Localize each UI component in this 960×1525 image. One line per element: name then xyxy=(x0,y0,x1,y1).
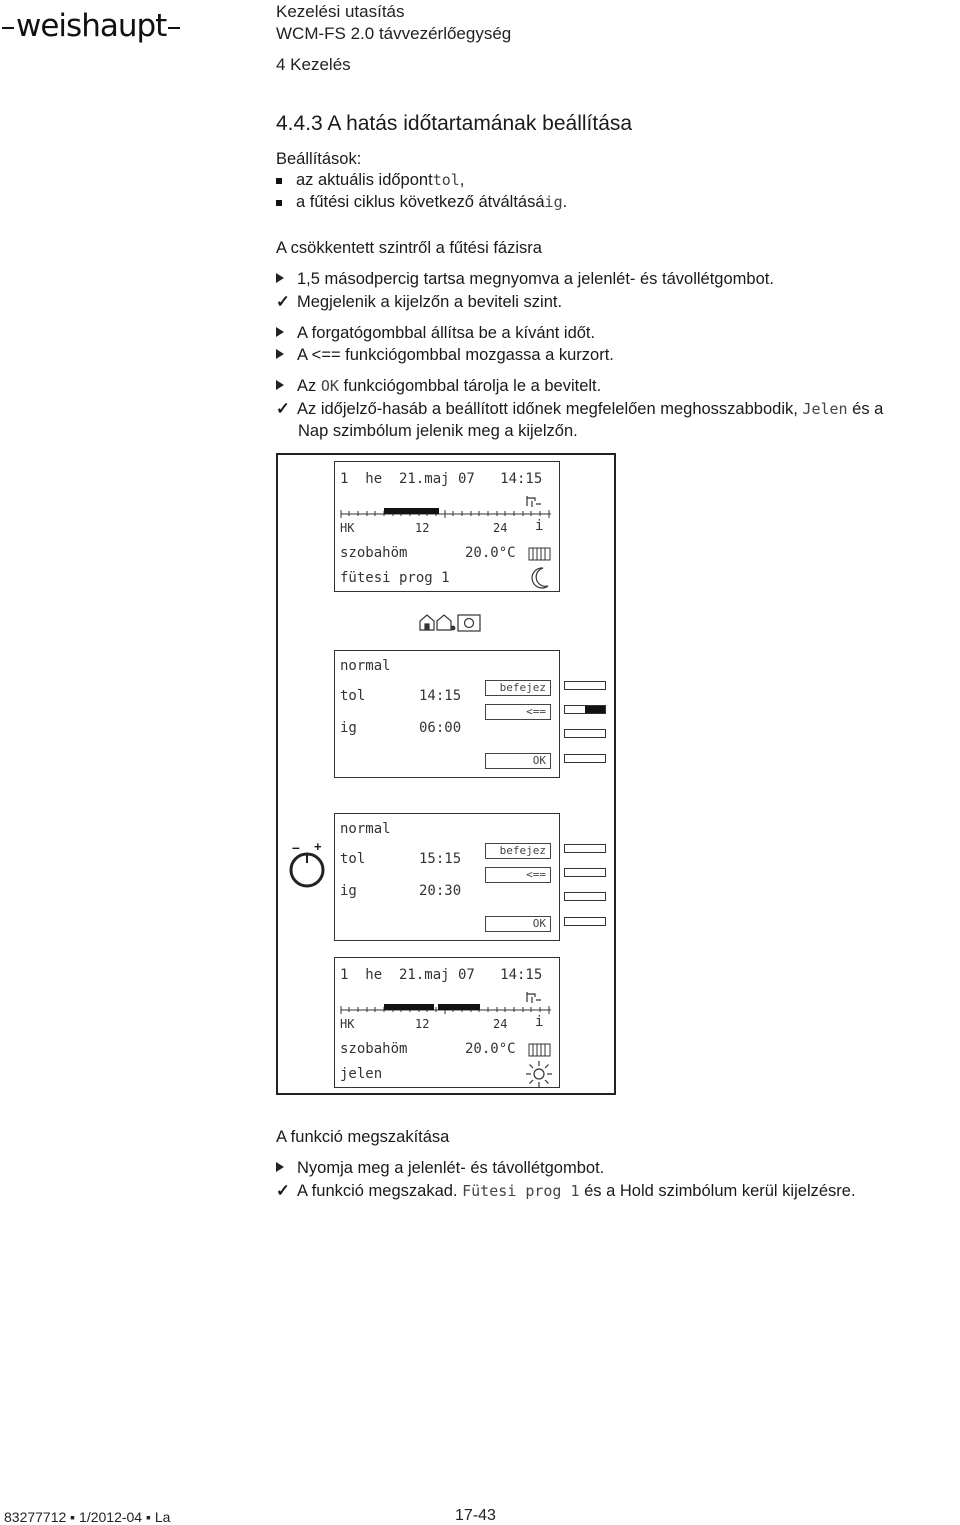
abort-title: A funkció megszakítása xyxy=(276,1128,450,1146)
settings-label: Beállítások: xyxy=(276,150,362,168)
program-label: fütesi prog 1 xyxy=(340,570,450,586)
function-key-4[interactable] xyxy=(564,917,606,926)
page-number: 17-43 xyxy=(455,1507,496,1524)
status-label: jelen xyxy=(340,1066,383,1082)
time-bar-scale xyxy=(339,494,555,522)
action-step: A forgatógombbal állítsa be a kívánt időt. xyxy=(276,324,595,343)
ok-button[interactable]: OK xyxy=(485,753,551,769)
knob-plus: + xyxy=(314,839,322,854)
tol-value: 15:15 xyxy=(419,851,462,867)
tol-value: 14:15 xyxy=(419,688,462,704)
chapter-title: 4 Kezelés xyxy=(276,55,351,74)
function-key-2[interactable] xyxy=(564,705,606,714)
scale-12: 12 xyxy=(415,521,430,535)
sun-icon xyxy=(525,1060,553,1088)
status-line: 1 he 21.maj 07 14:15 xyxy=(340,471,543,487)
result-step: ✓ Az időjelző-hasáb a beállított időnek megfelelően meghosszabbodik, Jelen és a xyxy=(276,400,884,418)
input-panel-set xyxy=(334,813,560,941)
display-illustration xyxy=(276,453,616,1095)
product-name: WCM-FS 2.0 távvezérlőegység xyxy=(276,24,512,43)
function-key-1[interactable] xyxy=(564,681,606,690)
scale-hk: HK xyxy=(340,521,355,535)
mode-label: normal xyxy=(340,658,391,674)
bullet-item: az aktuális időponttol, xyxy=(276,171,464,190)
input-panel-initial xyxy=(334,650,560,778)
radiator-icon xyxy=(528,1042,552,1058)
lcd-screen-before xyxy=(334,461,560,592)
room-temperature: 20.0°C xyxy=(465,1041,516,1057)
ig-label: ig xyxy=(340,720,357,736)
subsection-title: A csökkentett szintről a fűtési fázisra xyxy=(276,239,542,257)
result-step-cont: Nap szimbólum jelenik meg a kijelzőn. xyxy=(298,422,578,440)
doc-type: Kezelési utasítás xyxy=(276,2,405,21)
function-key-4[interactable] xyxy=(564,754,606,763)
time-bar-scale xyxy=(339,990,555,1018)
finish-button[interactable]: befejez xyxy=(485,843,551,859)
back-button[interactable]: <== xyxy=(485,704,551,720)
room-temperature: 20.0°C xyxy=(465,545,516,561)
finish-button[interactable]: befejez xyxy=(485,680,551,696)
moon-icon xyxy=(527,566,551,590)
function-key-3[interactable] xyxy=(564,729,606,738)
room-label: szobahöm xyxy=(340,1041,408,1057)
presence-absence-icon xyxy=(417,612,483,634)
info-icon: i xyxy=(535,518,544,534)
room-label: szobahöm xyxy=(340,545,408,561)
status-line: 1 he 21.maj 07 14:15 xyxy=(340,967,543,983)
action-step: A <== funkciógombbal mozgassa a kurzort. xyxy=(276,346,614,365)
result-step: ✓ Megjelenik a kijelzőn a beviteli szint. xyxy=(276,293,563,311)
function-key-3[interactable] xyxy=(564,892,606,901)
ok-button[interactable]: OK xyxy=(485,916,551,932)
scale-24: 24 xyxy=(493,1017,508,1031)
tol-label: tol xyxy=(340,851,366,867)
function-key-1[interactable] xyxy=(564,844,606,853)
scale-12: 12 xyxy=(415,1017,430,1031)
action-step: 1,5 másodpercig tartsa megnyomva a jelenlét- és távollétgombot. xyxy=(276,270,774,289)
brand-logo: weishaupt xyxy=(0,8,182,44)
section-title: 4.4.3 A hatás időtartamának beállítása xyxy=(276,112,633,135)
ig-value: 06:00 xyxy=(419,720,462,736)
function-key-2[interactable] xyxy=(564,868,606,877)
radiator-icon xyxy=(528,546,552,562)
result-step: ✓ A funkció megszakad. Fütesi prog 1 és a Hold szimbólum kerül kijelzésre. xyxy=(276,1182,856,1200)
document-number: 83277712 ▪ 1/2012-04 ▪ La xyxy=(4,1509,171,1525)
knob-minus: – xyxy=(292,839,300,855)
lcd-screen-after xyxy=(334,957,560,1088)
ig-label: ig xyxy=(340,883,357,899)
back-button[interactable]: <== xyxy=(485,867,551,883)
action-step: Nyomja meg a jelenlét- és távollétgombot. xyxy=(276,1159,604,1178)
tol-label: tol xyxy=(340,688,366,704)
info-icon: i xyxy=(535,1014,544,1030)
mode-label: normal xyxy=(340,821,391,837)
bullet-item: a fűtési ciklus következő átváltásáig. xyxy=(276,193,567,212)
ig-value: 20:30 xyxy=(419,883,462,899)
scale-hk: HK xyxy=(340,1017,355,1031)
action-step: Az OK funkciógombbal tárolja le a bevitelt. xyxy=(276,377,601,396)
scale-24: 24 xyxy=(493,521,508,535)
